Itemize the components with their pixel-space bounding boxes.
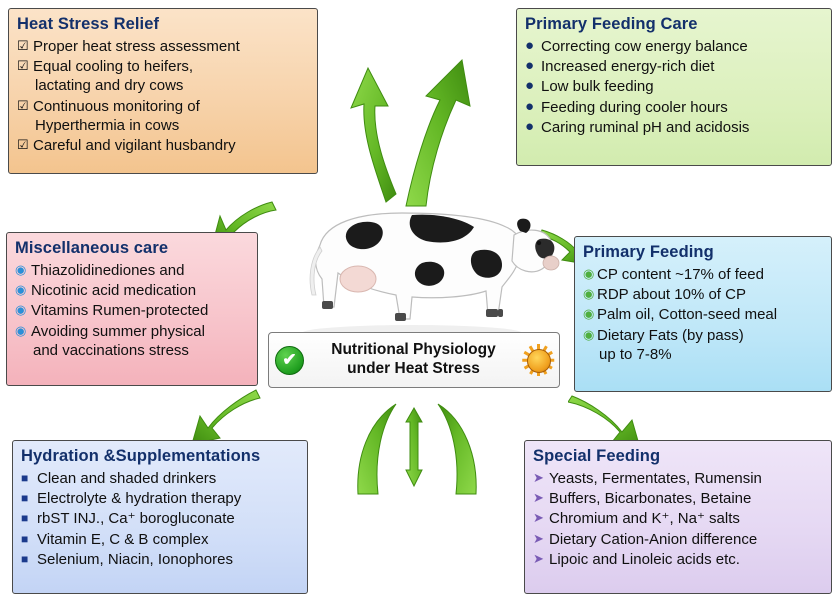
list-item-text: Feeding during cooler hours: [541, 98, 728, 116]
list-item: [17, 97, 309, 135]
panel-list: [583, 265, 823, 364]
list-item-text: Vitamins Rumen-protected: [31, 302, 209, 320]
list-item: [533, 469, 823, 488]
list-item: [583, 265, 823, 284]
list-item-subtext: Hyperthermia in cows: [35, 116, 180, 134]
panel-miscellaneous-care: [6, 232, 258, 386]
list-item-text: Yeasts, Fermentates, Rumensin: [549, 470, 762, 487]
dairy-cow-image: [262, 183, 562, 343]
list-item: [17, 37, 309, 56]
arrow-to-hydration-supplementations: [186, 386, 264, 448]
panel-special-feeding: [524, 440, 832, 594]
list-item: [533, 530, 823, 549]
list-item: [525, 118, 823, 137]
list-item-text: Chromium and K⁺, Na⁺ salts: [549, 510, 740, 528]
arrow-bullet-icon: ➤: [533, 530, 544, 546]
panel-title: Primary Feeding: [583, 243, 714, 261]
center-title-line1: Nutritional Physiology: [331, 341, 496, 359]
panel-list: [525, 37, 823, 137]
square-bullet-icon: ■: [21, 491, 29, 506]
circle-bullet-icon: ◉: [583, 326, 595, 342]
arrow-bottom-center: [352, 398, 482, 504]
panel-title: Heat Stress Relief: [17, 15, 160, 33]
center-title-line2: under Heat Stress: [347, 360, 480, 377]
sun-icon: [523, 345, 553, 375]
list-item: [21, 489, 299, 508]
list-item: [15, 281, 249, 300]
list-item-text: Continuous monitoring of: [33, 97, 200, 115]
list-item: [15, 301, 249, 320]
list-item: [21, 550, 299, 569]
panel-title: Primary Feeding Care: [525, 15, 698, 33]
square-bullet-icon: ■: [21, 511, 29, 526]
center-title-box: [268, 332, 560, 388]
list-item: [17, 136, 309, 155]
dot-bullet-icon: ●: [525, 117, 535, 135]
list-item: [583, 285, 823, 304]
list-item-text: Correcting cow energy balance: [541, 38, 748, 55]
arrow-bullet-icon: ➤: [533, 470, 544, 485]
arrow-bullet-icon: ➤: [533, 490, 544, 506]
list-item-text: Lipoic and Linoleic acids etc.: [549, 550, 740, 568]
list-item-text: Electrolyte & hydration therapy: [37, 490, 242, 508]
circle-bullet-icon: ◉: [15, 262, 27, 277]
list-item: [21, 469, 299, 488]
list-item: [21, 530, 299, 549]
dot-bullet-icon: ●: [525, 37, 535, 54]
panel-title: Miscellaneous care: [15, 239, 169, 257]
list-item-text: Avoiding summer physical: [31, 322, 205, 340]
list-item: [15, 261, 249, 280]
circle-bullet-icon: ◉: [15, 302, 27, 318]
list-item-text: Clean and shaded drinkers: [37, 470, 217, 487]
circle-bullet-icon: ◉: [15, 322, 27, 338]
list-item-text: Vitamin E, C & B complex: [37, 530, 209, 548]
dot-bullet-icon: ●: [525, 77, 535, 95]
panel-list: [533, 469, 823, 569]
list-item-text: CP content ~17% of feed: [597, 266, 764, 283]
panel-primary-feeding: [574, 236, 832, 392]
list-item-text: Dietary Fats (by pass): [597, 326, 744, 344]
list-item-text: Low bulk feeding: [541, 78, 654, 96]
panel-list: [17, 37, 309, 155]
list-item: [21, 509, 299, 528]
circle-bullet-icon: ◉: [15, 282, 27, 298]
list-item: [583, 326, 823, 364]
dot-bullet-icon: ●: [525, 97, 535, 115]
list-item-text: Palm oil, Cotton-seed meal: [597, 306, 778, 324]
list-item: [533, 509, 823, 528]
square-bullet-icon: ■: [21, 471, 29, 485]
list-item: [525, 98, 823, 117]
list-item: [15, 322, 249, 360]
checkbox-icon: ☑: [17, 97, 29, 113]
arrow-bullet-icon: ➤: [533, 550, 544, 566]
list-item-text: Careful and vigilant husbandry: [33, 136, 236, 154]
list-item: [525, 77, 823, 96]
list-item-text: Buffers, Bicarbonates, Betaine: [549, 490, 752, 508]
list-item: [533, 489, 823, 508]
panel-list: [15, 261, 249, 360]
circle-bullet-icon: ◉: [583, 266, 595, 281]
list-item: [17, 57, 309, 95]
panel-title: Hydration &Supplementations: [21, 447, 261, 465]
square-bullet-icon: ■: [21, 551, 29, 566]
panel-title: Special Feeding: [533, 447, 661, 465]
list-item-text: Dietary Cation-Anion difference: [549, 530, 758, 548]
panel-primary-feeding-care: [516, 8, 832, 166]
panel-heat-stress-relief: [8, 8, 318, 174]
panel-hydration-supplementations: [12, 440, 308, 594]
list-item: [525, 37, 823, 56]
list-item-subtext: up to 7-8%: [599, 345, 672, 363]
center-title-text: [304, 341, 523, 378]
list-item-text: Nicotinic acid medication: [31, 282, 197, 300]
list-item: [583, 305, 823, 324]
list-item: [533, 550, 823, 569]
dot-bullet-icon: ●: [525, 57, 535, 75]
list-item-text: rbST INJ., Ca⁺ borogluconate: [37, 510, 235, 528]
arrow-bullet-icon: ➤: [533, 510, 544, 526]
list-item-text: Caring ruminal pH and acidosis: [541, 118, 750, 136]
square-bullet-icon: ■: [21, 531, 29, 546]
list-item-text: Thiazolidinediones and: [31, 262, 185, 279]
list-item-text: Selenium, Niacin, Ionophores: [37, 550, 233, 568]
checkbox-icon: ☑: [17, 58, 29, 74]
list-item-text: Increased energy-rich diet: [541, 58, 715, 76]
circle-bullet-icon: ◉: [583, 306, 595, 322]
list-item-subtext: lactating and dry cows: [35, 77, 184, 95]
list-item-text: Proper heat stress assessment: [33, 38, 240, 55]
panel-list: [21, 469, 299, 569]
checkbox-icon: ☑: [17, 38, 29, 53]
circle-bullet-icon: ◉: [583, 286, 595, 302]
list-item-subtext: and vaccinations stress: [33, 341, 189, 359]
checkbox-icon: ☑: [17, 136, 29, 152]
list-item-text: Equal cooling to heifers,: [33, 58, 194, 76]
list-item: [525, 57, 823, 76]
check-circle-icon: ✔: [275, 346, 304, 375]
list-item-text: RDP about 10% of CP: [597, 286, 746, 304]
